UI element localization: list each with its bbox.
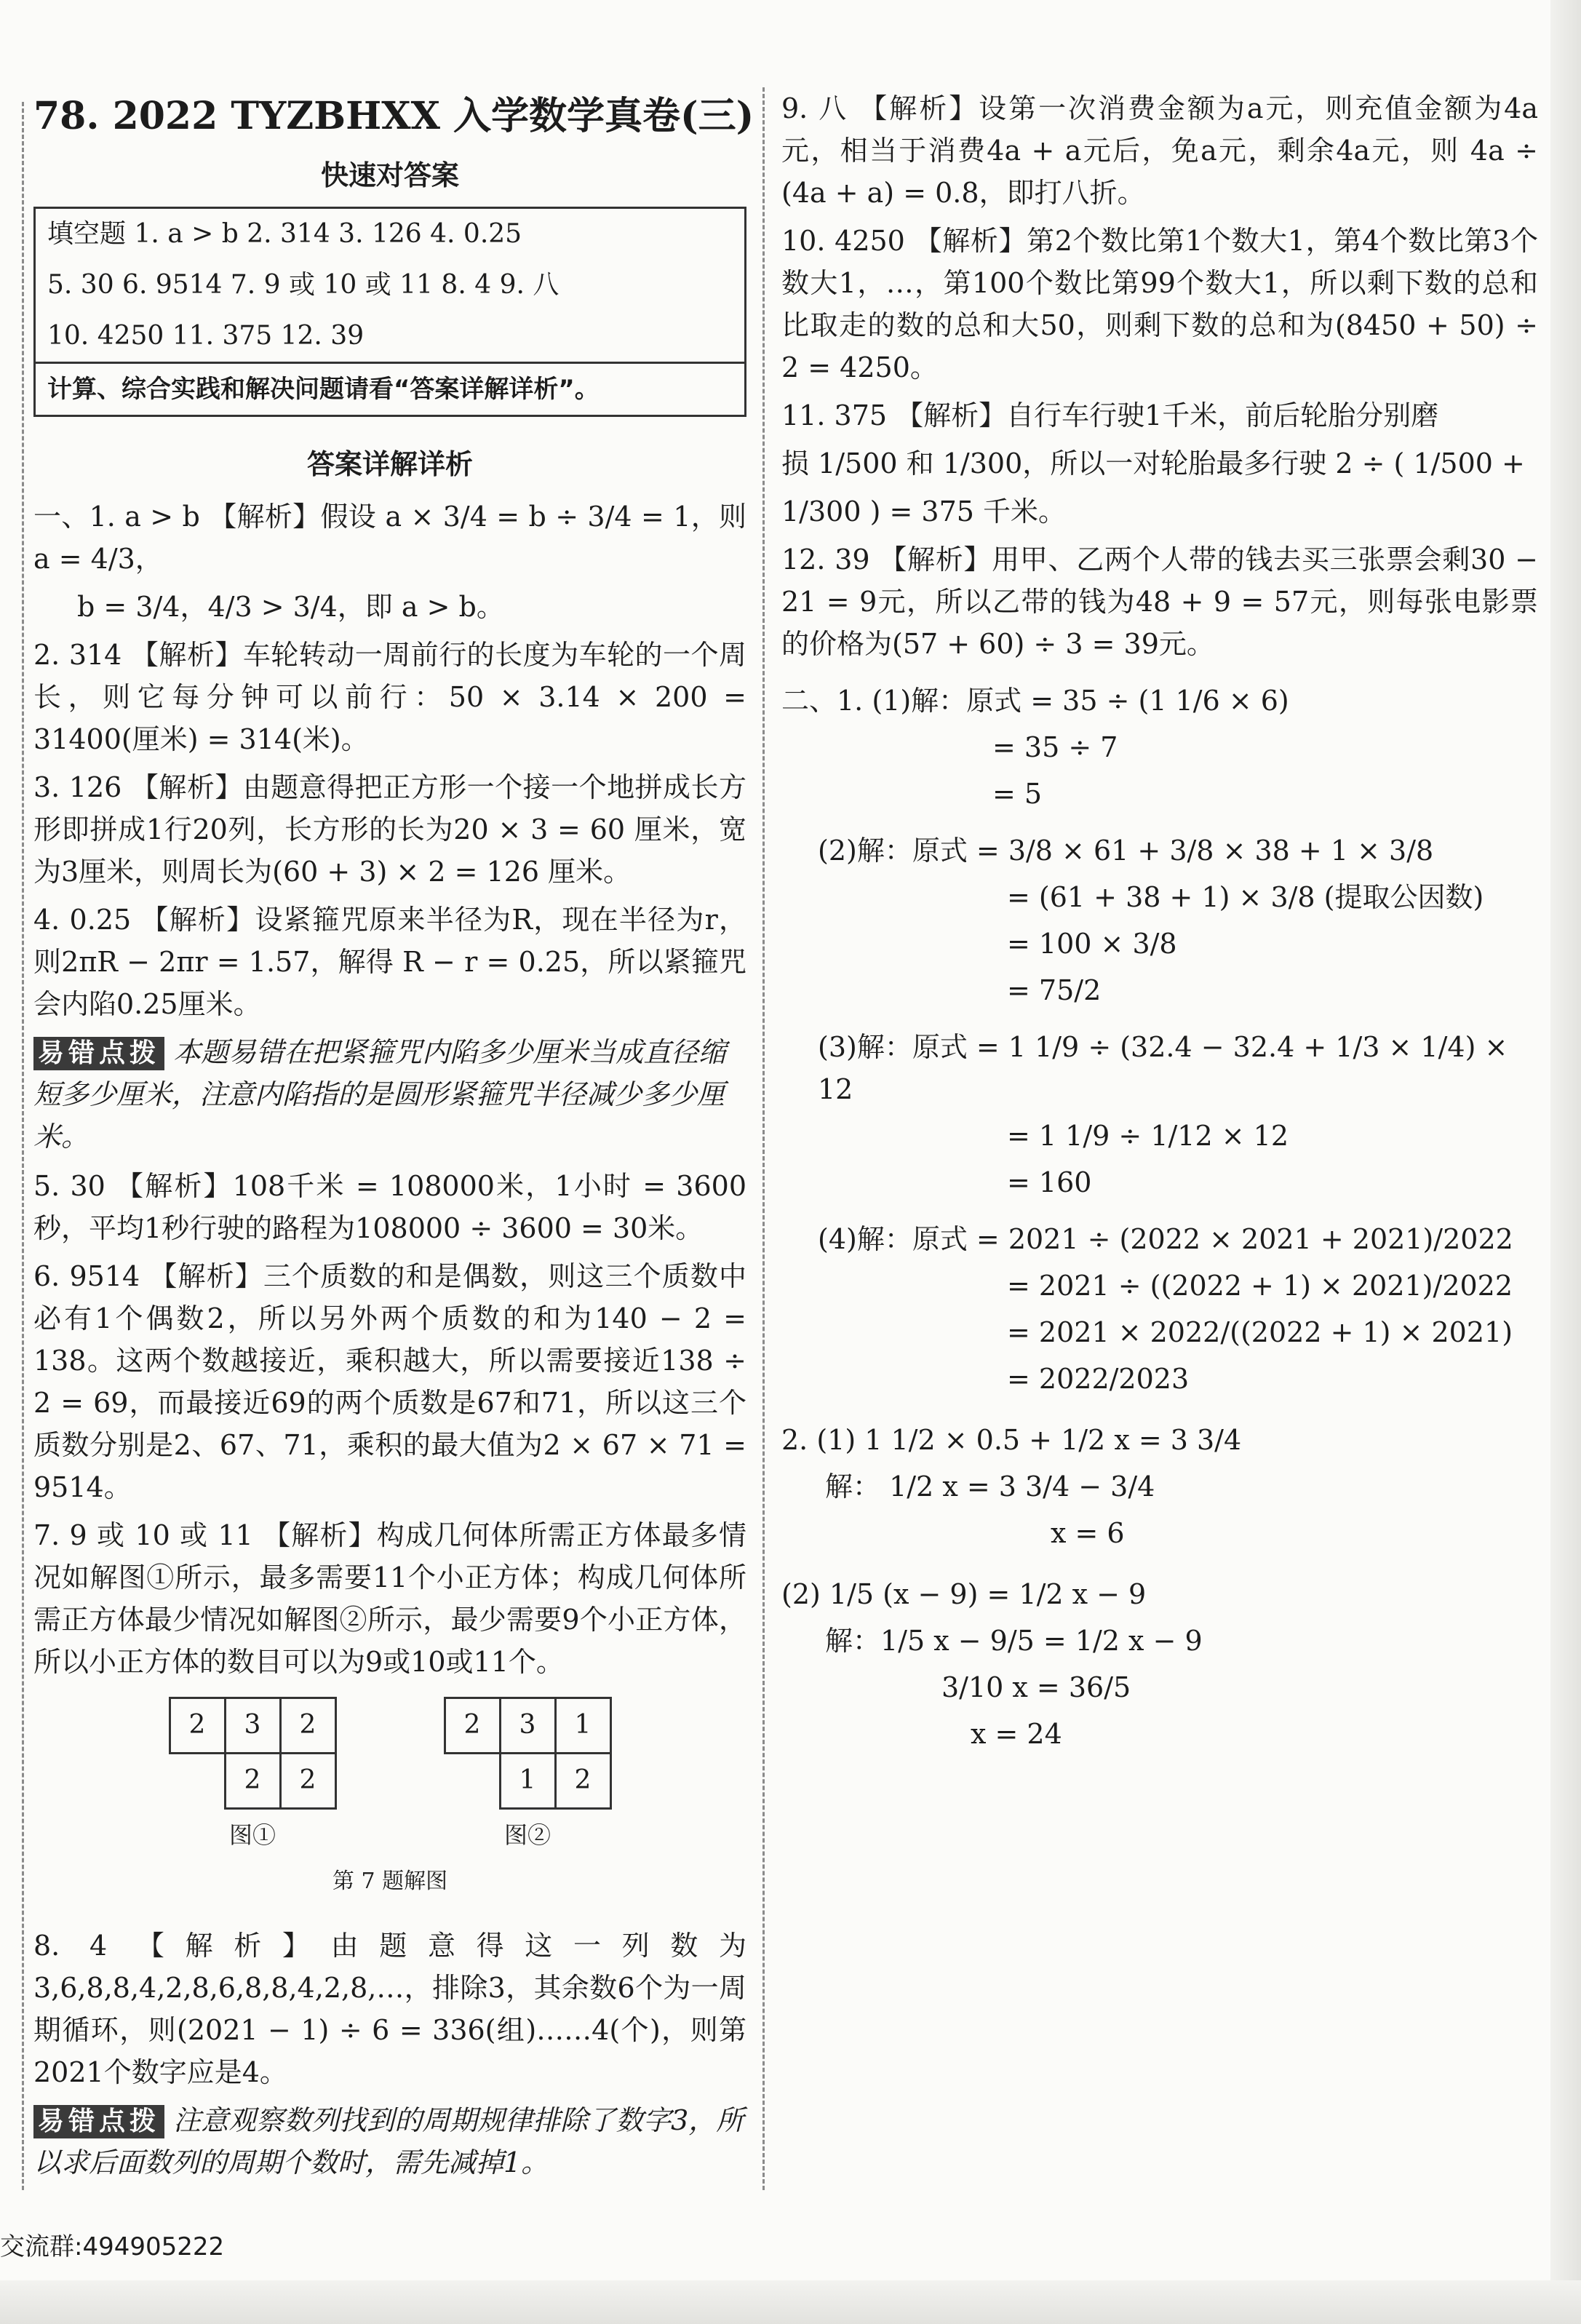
figure-2-caption: 图②	[503, 1821, 551, 1849]
grid-cell: 2	[224, 1752, 282, 1810]
calc-3-step: = 160	[1007, 1166, 1092, 1198]
mistake-tip-2	[33, 2099, 746, 2184]
figure-1-caption: 图①	[228, 1821, 276, 1849]
grid-cell: 2	[444, 1697, 501, 1754]
answer-q8: 8. 4 【解析】由题意得这一列数为3,6,8,8,4,2,8,6,8,8,4,2,8,…，排除3，其余数6个为一周期循环，则(2021 − 1) ÷ 6 = 336(组)……4(个)，则第2021个数字应是4。	[33, 1930, 746, 2088]
grid-cell: 3	[224, 1697, 282, 1754]
grid-cell: 2	[279, 1752, 337, 1810]
left-column	[33, 87, 754, 2191]
calc-1-step: = 35 ÷ 7	[992, 731, 1118, 763]
grid-cell: 1	[499, 1752, 557, 1810]
calc-4-step: = 2021 ÷ ((2022 + 1) × 2021)/2022	[1007, 1270, 1513, 1302]
answer-q2: 2. 314 【解析】车轮转动一周前行的长度为车轮的一个周长，则它每分钟可以前行：50 × 3.14 × 200 = 31400(厘米) = 314(米)。	[33, 639, 746, 755]
calc-2-step: = 100 × 3/8	[1007, 928, 1177, 960]
grid-cell: 3	[499, 1697, 557, 1754]
quick-answer-row-2: 5. 30 6. 9514 7. 9 或 10 或 11 8. 4 9. 八	[47, 270, 559, 300]
quick-answer-box	[33, 207, 746, 417]
page-edge-right	[1550, 0, 1581, 2324]
grid-cell: 2	[279, 1697, 337, 1754]
figure-title: 第 7 题解图	[332, 1869, 448, 1894]
calc-3-step: (3)解：原式 = 1 1/9 ÷ (32.4 − 32.4 + 1/3 × 1/4) × 12	[818, 1031, 1508, 1105]
mistake-tip-1	[33, 1031, 746, 1158]
calc-3	[781, 1026, 1538, 1203]
equation-2-step: x = 24	[971, 1718, 1062, 1750]
equation-1-step: x = 6	[1051, 1517, 1125, 1549]
figure-1	[170, 1698, 335, 1856]
grid-cell: 2	[169, 1697, 226, 1754]
quick-answer-note: 计算、综合实践和解决问题请看“答案详解详析”。	[36, 362, 744, 415]
calc-1	[781, 680, 1538, 815]
mistake-tip-badge: 易错点拨	[33, 2105, 164, 2138]
quick-answer-heading: 快速对答案	[320, 159, 459, 191]
answer-q9: 9. 八 【解析】设第一次消费金额为a元，则充值金额为4a元，相当于消费4a + a元后，免a元，剩余4a元，则 4a ÷ (4a + a) = 0.8，即打八折。	[781, 92, 1538, 209]
answer-q11-line2: 损 1/500 和 1/300，所以一对轮胎最多行驶 2 ÷ ( 1/500 +	[781, 447, 1525, 479]
calc-2-step: (2)解：原式 = 3/8 × 61 + 3/8 × 38 + 1 × 3/8	[818, 835, 1434, 867]
answer-q6: 6. 9514 【解析】三个质数的和是偶数，则这三个质数中必有1个偶数2，所以另外两个质数的和为140 − 2 = 138。这两个数越接近，乘积越大，所以需要接近138 ÷ 2 = 69，而最接近69的两个质数是67和71，所以这三个质数分别是2、67、71，乘积的最大值为2 × 67 × 71 = 9514。	[33, 1260, 746, 1503]
answer-q12: 12. 39 【解析】用甲、乙两个人带的钱去买三张票会剩30 − 21 = 9元，所以乙带的钱为48 + 9 = 57元，则每张电影票的价格为(57 + 60) ÷ 3 = 39元。	[781, 544, 1538, 660]
quick-answer-row-3: 10. 4250 11. 375 12. 39	[47, 321, 365, 351]
calc-1-step: = 5	[992, 778, 1043, 810]
right-column	[781, 87, 1538, 1759]
equation-2-step: 解：1/5 x − 9/5 = 1/2 x − 9	[825, 1625, 1203, 1657]
grid-cell-empty	[444, 1752, 501, 1810]
mistake-tip-badge: 易错点拨	[33, 1037, 164, 1070]
answer-q5: 5. 30 【解析】108千米 = 108000米，1小时 = 3600秒，平均1秒行驶的路程为108000 ÷ 3600 = 30米。	[33, 1170, 746, 1244]
answer-q1-line1: 一、1. a > b 【解析】假设 a × 3/4 = b ÷ 3/4 = 1，则 a = 4/3，	[33, 501, 746, 575]
equation-1-step: 解： 1/2 x = 3 3/4 − 3/4	[825, 1471, 1155, 1503]
answer-q3: 3. 126 【解析】由题意得把正方形一个接一个地拼成长方形即拼成1行20列，长方形的长为20 × 3 = 60 厘米，宽为3厘米，则周长为(60 + 3) × 2 = 126 厘米。	[33, 771, 746, 888]
column-divider	[762, 87, 765, 2190]
calc-4-step: = 2022/2023	[1007, 1363, 1190, 1395]
left-margin-line	[22, 102, 24, 2190]
equation-2-step: (2) 1/5 (x − 9) = 1/2 x − 9	[781, 1578, 1147, 1610]
grid-cell: 1	[554, 1697, 612, 1754]
footer-group-number: 交流群:494905222	[0, 2232, 225, 2261]
page-title: 78. 2022 TYZBHXX 入学数学真卷(三)	[33, 94, 754, 138]
calc-2-step: = (61 + 38 + 1) × 3/8 (提取公因数)	[1007, 881, 1484, 913]
calc-2	[781, 829, 1538, 1011]
calc-3-step: = 1 1/9 ÷ 1/12 × 12	[1007, 1120, 1289, 1152]
calc-4	[781, 1218, 1538, 1400]
answer-q7: 7. 9 或 10 或 11 【解析】构成几何体所需正方体最多情况如解图①所示，最多需要11个小正方体；构成几何体所需正方体最少情况如解图②所示，最少需要9个小正方体，所以小正方体的数目可以为9或10或11个。	[33, 1519, 746, 1678]
grid-cell-empty	[169, 1752, 226, 1810]
equation-2	[781, 1573, 1538, 1755]
equation-1-step: 2. (1) 1 1/2 × 0.5 + 1/2 x = 3 3/4	[781, 1424, 1242, 1456]
mistake-tip-text: 注意观察数列找到的周期规律排除了数字3，所以求后面数列的周期个数时，需先减掉1。	[33, 2104, 744, 2178]
answer-q4: 4. 0.25 【解析】设紧箍咒原来半径为R，现在半径为r，则2πR − 2πr = 1.57，解得 R − r = 0.25，所以紧箍咒会内陷0.25厘米。	[33, 904, 746, 1020]
q7-figures	[33, 1698, 746, 1856]
figure-2	[445, 1698, 610, 1856]
calc-1-step: 二、1. (1)解：原式 = 35 ÷ (1 1/6 × 6)	[781, 685, 1289, 717]
calc-4-step: = 2021 × 2022/((2022 + 1) × 2021)	[1007, 1316, 1513, 1348]
calc-4-step: (4)解：原式 = 2021 ÷ (2022 × 2021 + 2021)/2022	[818, 1223, 1513, 1255]
answer-q11-line1: 11. 375 【解析】自行车行驶1千米，前后轮胎分别磨	[781, 399, 1439, 431]
page-edge-bottom	[0, 2280, 1581, 2324]
equation-2-step: 3/10 x = 36/5	[941, 1671, 1131, 1703]
quick-answer-row-1: 填空题 1. a > b 2. 314 3. 126 4. 0.25	[47, 219, 522, 249]
figure-1-grid	[170, 1698, 335, 1808]
mistake-tip-text: 本题易错在把紧箍咒内陷多少厘米当成直径缩短多少厘米，注意内陷指的是圆形紧箍咒半径减少多少厘米。	[33, 1036, 727, 1153]
figure-2-grid	[445, 1698, 610, 1808]
answer-q11-line3: 1/300 ) = 375 千米。	[781, 496, 1067, 528]
answer-q10: 10. 4250 【解析】第2个数比第1个数大1，第4个数比第3个数大1，…，第100个数比第99个数大1，所以剩下数的总和比取走的数的总和大50，则剩下数的总和为(8450 + 50) ÷ 2 = 4250。	[781, 225, 1538, 383]
answer-q1-line2: b = 3/4，4/3 > 3/4，即 a > b。	[77, 591, 504, 623]
detail-heading: 答案详解详析	[306, 448, 473, 480]
equation-1	[781, 1419, 1538, 1554]
calc-2-step: = 75/2	[1007, 974, 1102, 1006]
grid-cell: 2	[554, 1752, 612, 1810]
